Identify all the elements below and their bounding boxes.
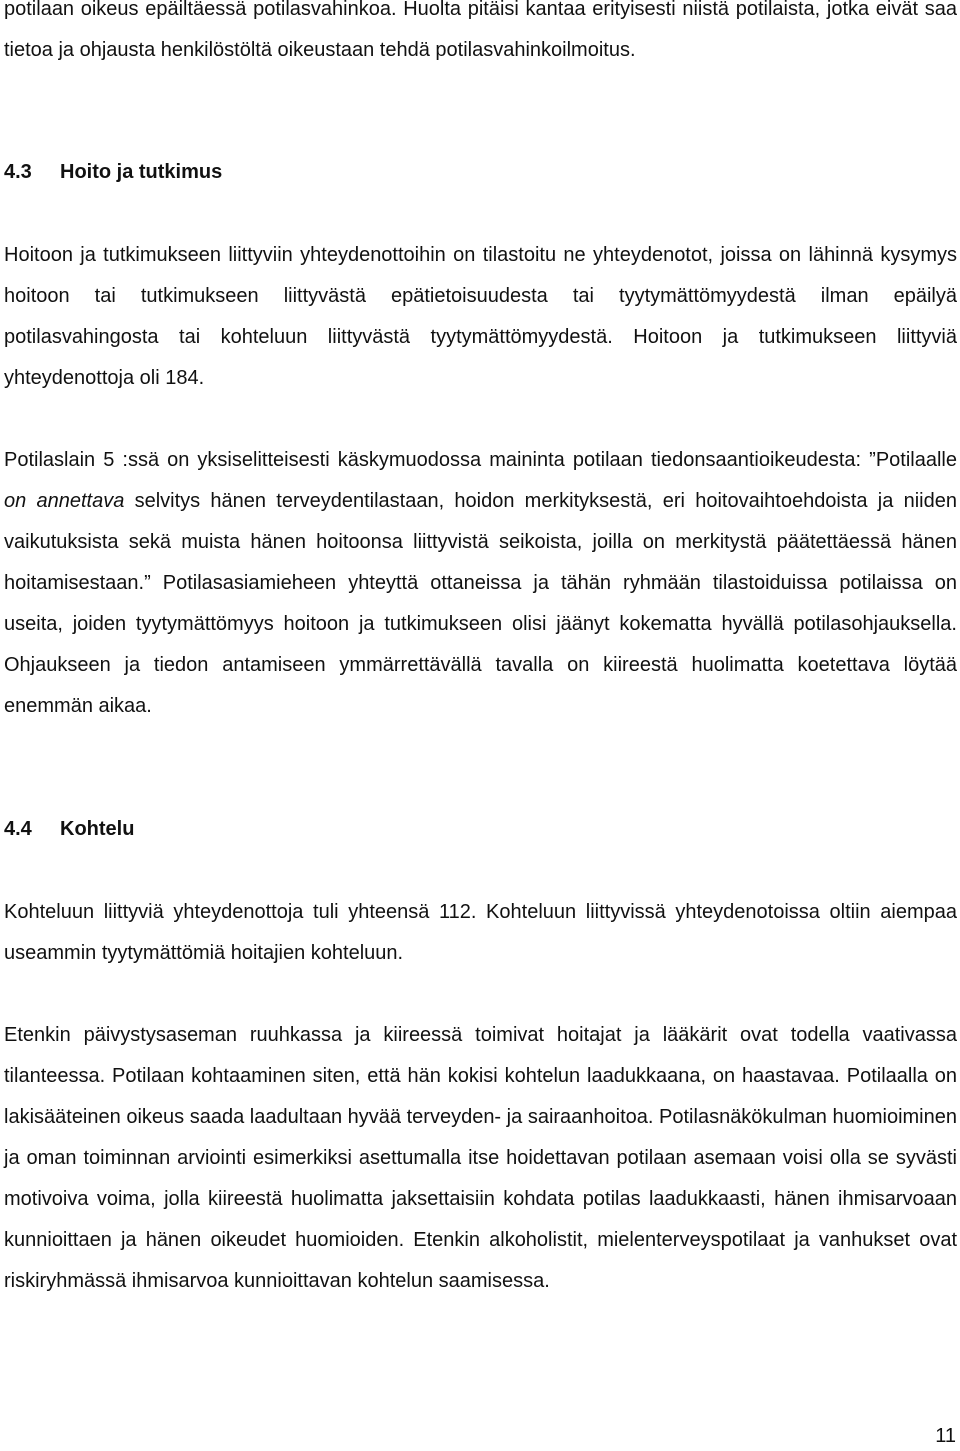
- section-number: 4.4: [4, 818, 32, 840]
- emphasized-text: on annettava: [4, 490, 125, 512]
- section-title: Kohtelu: [60, 818, 135, 840]
- section-4-3-paragraph-1: Hoitoon ja tutkimukseen liittyviin yhteydenottoihin on tilastoitu ne yhteydenotot, joissa on lähinnä kysymys hoitoon tai tutkimukseen liittyvästä epätietoisuudesta tai tyytymättömyydestä ilman epäilyä potilasvahingosta tai kohteluun liittyvästä tyytymättömyydestä. Hoitoon ja tutkimukseen liittyviä yhteydenottoja oli 184.: [4, 244, 957, 389]
- section-4-4-paragraph-1: Kohteluun liittyviä yhteydenottoja tuli yhteensä 112. Kohteluun liittyvissä yhteydenotoissa oltiin aiempaa useammin tyytymättömiä hoitajien kohteluun.: [4, 901, 957, 964]
- section-heading-4-3: [4, 152, 222, 193]
- paragraph-text: selvitys hänen terveydentilastaan, hoidon merkityksestä, eri hoitovaihtoehdoista ja niiden vaikutuksista sekä muista hänen hoitoonsa liittyvistä seikoista, joilla on merkitystä päätettäessä hänen hoitamisestaan.” Potilasasiamieheen yhteyttä ottaneissa ja tähän ryhmään tilastoiduissa potilaissa on useita, joiden tyytymättömyys hoitoon ja tutkimukseen olisi jäänyt kokematta hyvällä potilasohjauksella. Ohjaukseen ja tiedon antamiseen ymmärrettävällä tavalla on kiireestä huolimatta koetettava löytää enemmän aikaa.: [4, 490, 957, 717]
- intro-paragraph: potilaan oikeus epäiltäessä potilasvahinkoa. Huolta pitäisi kantaa erityisesti niistä potilaista, jotka eivät saa tietoa ja ohjausta henkilöstöltä oikeustaan tehdä potilasvahinkoilmoitus.: [4, 0, 957, 61]
- section-title: Hoito ja tutkimus: [60, 161, 223, 183]
- section-number: 4.3: [4, 161, 32, 183]
- section-4-4-paragraph-2: Etenkin päivystysaseman ruuhkassa ja kiireessä toimivat hoitajat ja lääkärit ovat todella vaativassa tilanteessa. Potilaan kohtaaminen siten, että hän kokisi kohtelun laadukkaana, on haastavaa. Potilaalla on lakisääteinen oikeus saada laadultaan hyvää terveyden- ja sairaanhoitoa. Potilasnäkökulman huomioiminen ja oman toiminnan arviointi esimerkiksi asettumalla itse hoidettavan potilaan asemaan voisi olla se syvästi motivoiva voima, jolla kiireestä huolimatta jaksettaisiin kohdata potilas laadukkaasti, hänen ihmisarvoaan kunnioittaen ja hänen oikeudet huomioiden. Etenkin alkoholistit, mielenterveyspotilaat ja vanhukset ovat riskiryhmässä ihmisarvoa kunnioittavan kohtelun saamisessa.: [4, 1024, 957, 1292]
- paragraph-text: Potilaslain 5 :ssä on yksiselitteisesti käskymuodossa maininta potilaan tiedonsaantioikeudesta: ”Potilaalle: [4, 449, 957, 471]
- section-heading-4-4: [4, 809, 134, 850]
- section-4-3-paragraph-2: [4, 440, 957, 727]
- page-number: 11: [935, 1425, 956, 1447]
